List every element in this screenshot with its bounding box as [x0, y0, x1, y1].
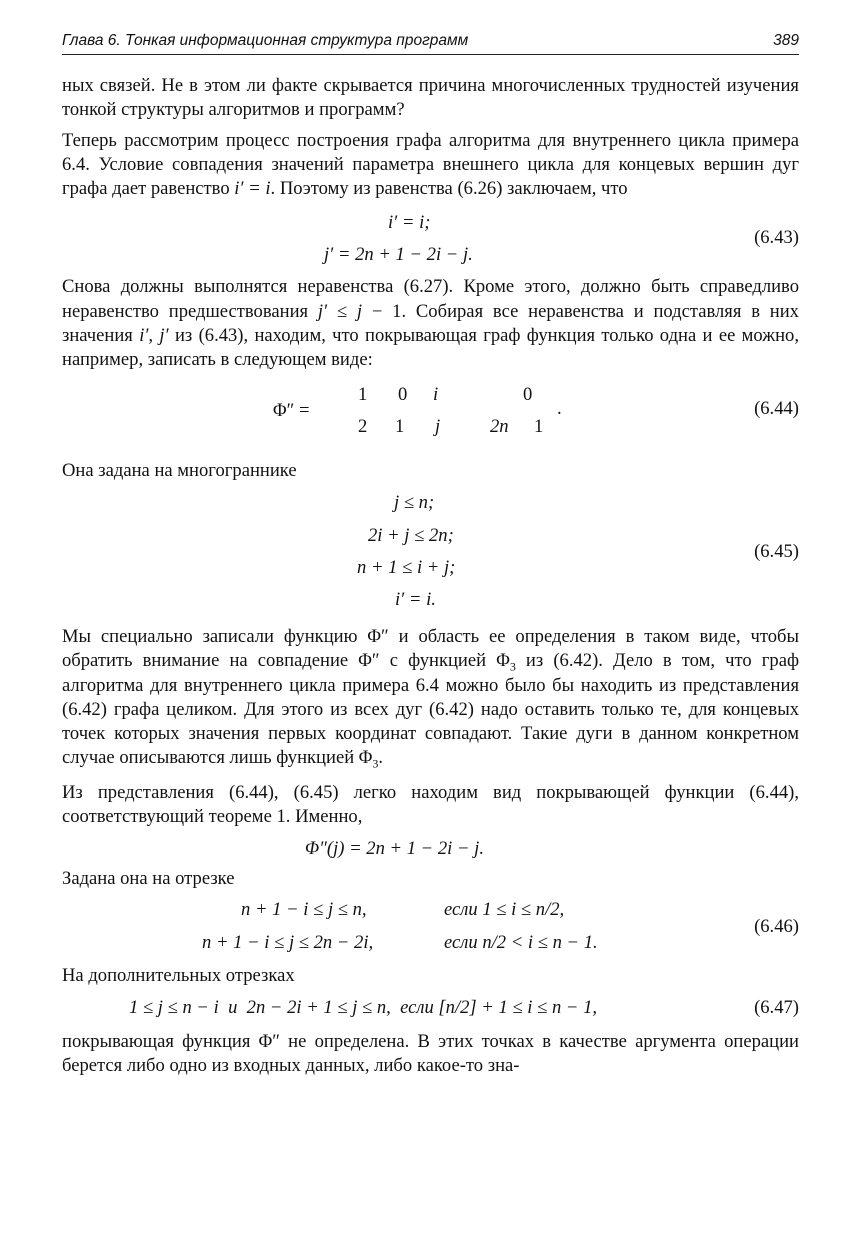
matrix-cell: 0 — [523, 383, 533, 405]
paragraph-2 — [62, 129, 799, 202]
inline-formula: j′ ≤ j — [317, 300, 363, 322]
paragraph-5-c: . — [378, 747, 384, 769]
eq-phi-line: Φ″(j) = 2n + 1 − 2i − j. — [305, 838, 484, 860]
eq45-line: 2i + j ≤ 2n; — [368, 524, 454, 546]
paragraph-3-c: из (6.43), находим, что покрывающая граф функция только одна и ее можно, например, записать в следующем виде: — [62, 325, 799, 371]
eq46-l1a: n + 1 − i ≤ j ≤ n, — [241, 898, 367, 920]
matrix-cell: 1 — [395, 415, 405, 437]
paragraph-1: ных связей. Не в этом ли факте скрывается причина многочисленных трудностей изучения тонкой структуры алгоритмов и программ? — [62, 75, 799, 121]
equation-phi — [62, 833, 799, 865]
inline-formula: i′, j′ — [139, 325, 169, 347]
eq45-line: n + 1 ≤ i + j; — [357, 556, 456, 578]
paragraph-5-b: из (6.42). Дело в том, что граф алгоритма для внутреннего цикла примера 6.4 можно было бы находить из представления (6.42) графа целиком. Для этого из всех дуг (6.42) надо оставить только те, для концевых точек которых значения первых координат совпадают. Такие дуги в данном конкретном случае описываются лишь функцией Φ — [62, 650, 800, 769]
matrix-cell: 0 — [398, 383, 408, 405]
equation-6-45 — [62, 491, 799, 619]
paragraph-2-text: Теперь рассмотрим процесс построения графа алгоритма для внутреннего цикла примера 6.4. Условие совпадения значений параметра внешнего цикла для концевых вершин дуг графа дает равенство — [62, 129, 799, 200]
eq44-dot: . — [557, 397, 562, 419]
eq44-label: (6.44) — [754, 397, 799, 419]
eq43-line1: i′ = i; — [388, 212, 431, 234]
paragraph-5-a: Мы специально записали функцию Φ″ и область ее определения в таком виде, чтобы обратить внимание на совпадение Φ″ с функцией Φ — [62, 625, 799, 672]
eq45-line: i′ = i. — [395, 588, 436, 610]
page-body — [62, 74, 799, 1079]
paragraph-6: Из представления (6.44), (6.45) легко находим вид покрывающей функции (6.44), соответствующий теореме 1. Именно, — [62, 781, 799, 828]
eq47-label: (6.47) — [754, 996, 799, 1018]
eq43-line2: j′ = 2n + 1 − 2i − j. — [324, 244, 473, 266]
running-header — [62, 30, 799, 55]
paragraph-5 — [62, 625, 799, 771]
eq44-lhs: Φ″ = — [273, 399, 310, 421]
equation-6-46 — [62, 898, 799, 962]
paragraph-3 — [62, 275, 799, 372]
eq47-line: 1 ≤ j ≤ n − i и 2n − 2i + 1 ≤ j ≤ n, если [n/2] + 1 ≤ i ≤ n − 1, — [129, 996, 598, 1018]
equation-6-44 — [62, 383, 799, 451]
eq46-label: (6.46) — [754, 915, 799, 937]
eq45-label: (6.45) — [754, 540, 799, 562]
paragraph-3-a: Снова должны выполнятся неравенства (6.27). Кроме этого, должно быть справедливо неравенство предшествования — [62, 276, 799, 322]
equation-6-43 — [62, 209, 799, 271]
matrix-cell: 2n — [490, 415, 509, 437]
page-number: 389 — [773, 32, 799, 49]
paragraph-3-b: − 1. Собирая все неравенства и подставляя в них значения — [62, 300, 799, 347]
eq46-l1b: если 1 ≤ i ≤ n/2, — [444, 898, 565, 920]
eq46-l2b: если n/2 < i ≤ n − 1. — [444, 931, 598, 953]
matrix-cell: i — [433, 383, 439, 405]
matrix-cell: 2 — [358, 415, 368, 437]
inline-formula: i′ = i — [234, 178, 271, 200]
paragraph-9: покрывающая функция Φ″ не определена. В этих точках в качестве аргумента операции берется либо одно из входных данных, либо какое-то зна- — [62, 1030, 799, 1077]
paragraph-8: На дополнительных отрезках — [62, 964, 295, 986]
paragraph-2-tail: . Поэтому из равенства (6.26) заключаем, что — [270, 178, 628, 200]
subscript: 3 — [509, 659, 516, 674]
equation-6-47 — [62, 994, 799, 1028]
chapter-title: Глава 6. Тонкая информационная структура программ — [62, 32, 469, 49]
paragraph-7: Задана она на отрезке — [62, 868, 235, 890]
eq45-line: j ≤ n; — [394, 491, 435, 513]
paragraph-4: Она задана на многограннике — [62, 459, 297, 481]
subscript: 3 — [372, 757, 379, 772]
matrix-cell: j — [435, 415, 441, 437]
eq43-label: (6.43) — [754, 227, 799, 249]
matrix-cell: 1 — [358, 383, 368, 405]
eq46-l2a: n + 1 − i ≤ j ≤ 2n − 2i, — [202, 931, 374, 953]
matrix-cell: 1 — [534, 415, 544, 437]
